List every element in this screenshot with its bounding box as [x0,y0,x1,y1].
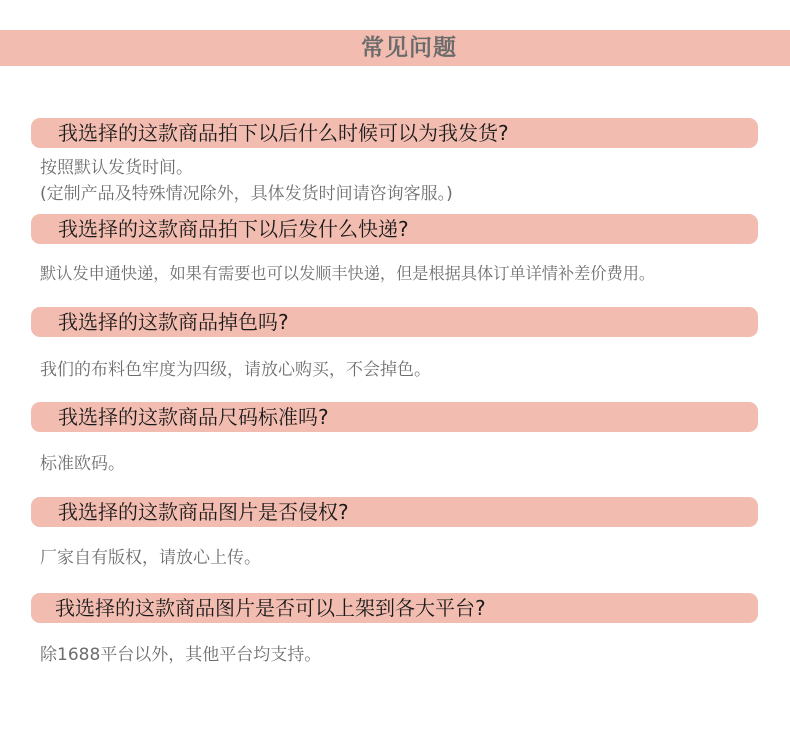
faq-question: 我选择的这款商品拍下以后发什么快递? [58,217,409,241]
faq-question: 我选择的这款商品图片是否可以上架到各大平台? [55,596,486,620]
page-title: 常见问题 [361,35,457,61]
faq-answer: 除1688平台以外，其他平台均支持。 [40,645,322,665]
faq-question: 我选择的这款商品尺码标准吗? [58,405,329,429]
faq-question: 我选择的这款商品图片是否侵权? [58,500,349,524]
faq-question-bar [31,497,758,527]
faq-question: 我选择的这款商品拍下以后什么时候可以为我发货? [58,121,509,145]
faq-answer: 默认发申通快递，如果有需要也可以发顺丰快递，但是根据具体订单详情补差价费用。 [40,264,656,283]
faq-question-bar [31,402,758,432]
faq-answer: 我们的布料色牢度为四级，请放心购买，不会掉色。 [40,360,431,380]
faq-answer: 按照默认发货时间。 [40,158,193,178]
faq-question-bar [31,214,758,244]
faq-answer: 标准欧码。 [40,454,125,474]
faq-answer: 厂家自有版权，请放心上传。 [40,548,261,568]
faq-question-bar [31,118,758,148]
faq-question-bar [31,307,758,337]
faq-question-bar [31,593,758,623]
faq-question: 我选择的这款商品掉色吗? [58,310,289,334]
faq-answer: (定制产品及特殊情况除外，具体发货时间请咨询客服。) [40,184,453,204]
